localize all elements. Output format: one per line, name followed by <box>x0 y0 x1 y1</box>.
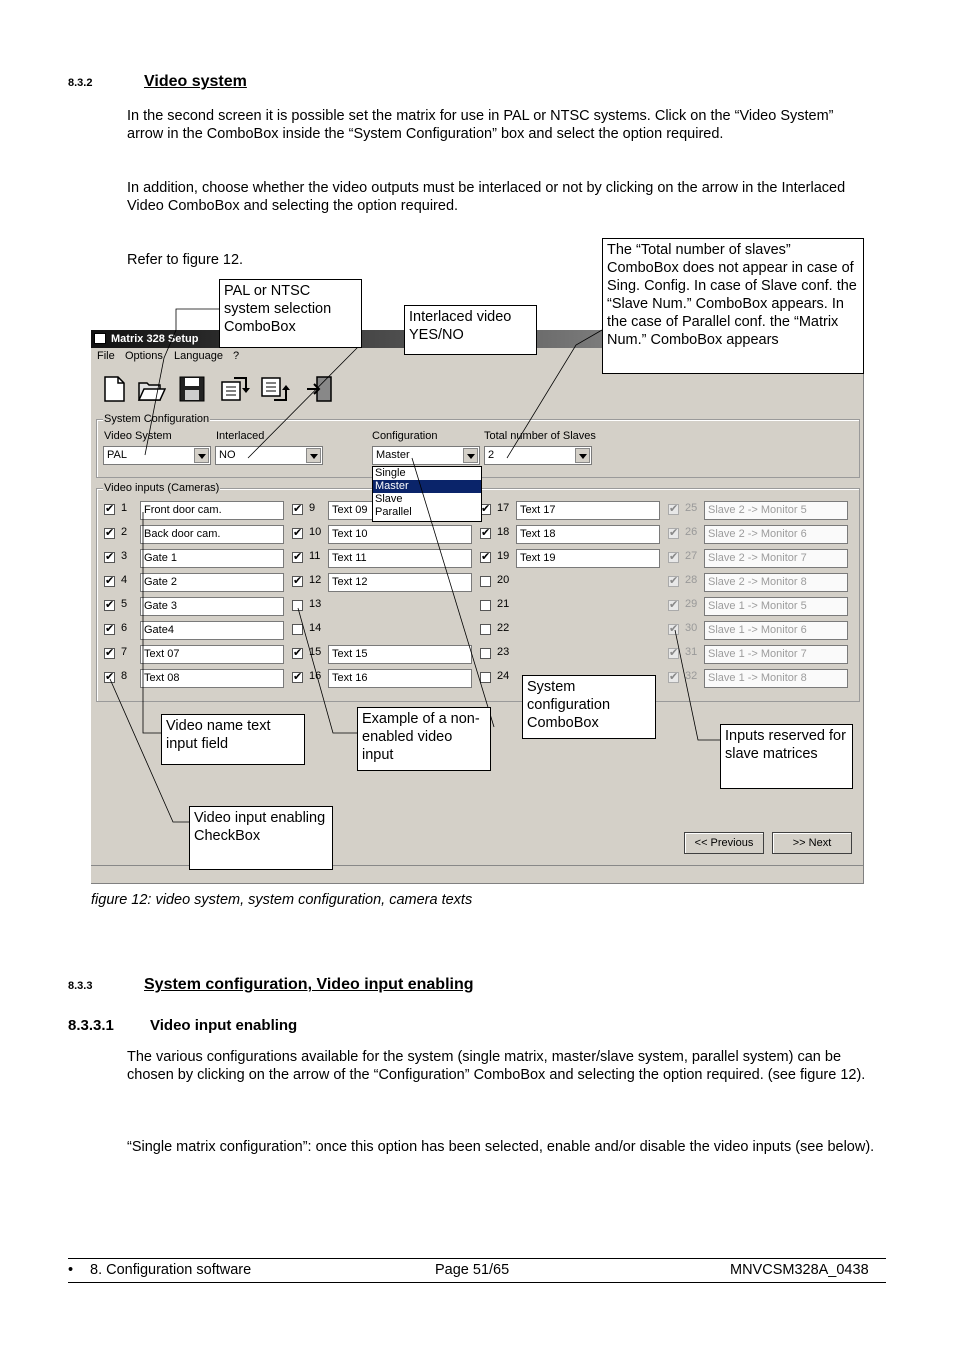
video-input-number: 2 <box>121 526 128 538</box>
footer-doc-code: MNVCSM328A_0438 <box>730 1262 869 1278</box>
video-input-number: 23 <box>497 646 510 658</box>
section-number: 8.3.3.1 <box>68 1017 114 1034</box>
video-name-input: Slave 1 -> Monitor 5 <box>704 597 848 616</box>
video-input-number: 1 <box>121 502 128 514</box>
footer-rule-bottom <box>68 1282 886 1283</box>
figure-caption: figure 12: video system, system configuration, camera texts <box>91 892 473 908</box>
callout-enabling: Video input enabling CheckBox <box>189 806 333 870</box>
video-input-number: 7 <box>121 646 128 658</box>
section-number: 8.3.2 <box>68 77 93 89</box>
video-name-input[interactable]: Text 07 <box>140 645 284 664</box>
video-name-input: Slave 2 -> Monitor 6 <box>704 525 848 544</box>
video-input-number: 5 <box>121 598 128 610</box>
video-name-input[interactable]: Back door cam. <box>140 525 284 544</box>
section-heading-8331 <box>68 1017 297 1034</box>
video-name-input: Slave 1 -> Monitor 6 <box>704 621 848 640</box>
video-input-number: 30 <box>685 622 698 634</box>
video-name-input[interactable]: Text 15 <box>328 645 472 664</box>
video-input-number: 25 <box>685 502 698 514</box>
video-input-number: 18 <box>497 526 510 538</box>
video-input-number: 13 <box>309 598 322 610</box>
video-input-number: 14 <box>309 622 322 634</box>
configuration-option[interactable]: Single <box>375 467 406 479</box>
footer-page-number: Page 51/65 <box>435 1262 510 1278</box>
callout-example: Example of a non-enabled video input <box>357 707 491 771</box>
video-name-input[interactable]: Front door cam. <box>140 501 284 520</box>
video-name-input: Slave 1 -> Monitor 7 <box>704 645 848 664</box>
video-input-number: 10 <box>309 526 322 538</box>
video-input-number: 24 <box>497 670 510 682</box>
video-name-input: Slave 2 -> Monitor 5 <box>704 501 848 520</box>
video-input-number: 26 <box>685 526 698 538</box>
leader-example <box>298 608 357 733</box>
system-configuration-label: System Configuration <box>104 413 210 425</box>
video-name-input[interactable]: Text 16 <box>328 669 472 688</box>
video-input-number: 17 <box>497 502 510 514</box>
video-name-input[interactable]: Text 09 <box>328 501 472 520</box>
video-name-input[interactable]: Text 10 <box>328 525 472 544</box>
footer-chapter: 8. Configuration software <box>90 1262 252 1278</box>
paragraph-refer: Refer to figure 12. <box>127 252 244 268</box>
leader-video-name <box>143 512 161 733</box>
video-name-input[interactable]: Text 08 <box>140 669 284 688</box>
video-input-number: 15 <box>309 646 322 658</box>
paragraph-video-system: In the second screen it is possible set the matrix for use in PAL or NTSC systems. Click on the “Video System” arrow in the ComboBox inside the “System Configuration” box and select the option required. <box>127 108 834 142</box>
configuration-option-selected[interactable]: Master <box>373 480 481 493</box>
video-name-input[interactable]: Gate 3 <box>140 597 284 616</box>
menu-language[interactable]: Language <box>174 350 223 362</box>
window-title: Matrix 328 Setup <box>111 333 199 345</box>
video-input-number: 22 <box>497 622 510 634</box>
next-button[interactable]: >> Next <box>772 832 852 854</box>
menu-file[interactable]: File <box>97 350 115 362</box>
video-input-number: 32 <box>685 670 698 682</box>
video-name-input[interactable]: Text 17 <box>516 501 660 520</box>
video-input-number: 27 <box>685 550 698 562</box>
video-input-number: 20 <box>497 574 510 586</box>
video-input-number: 6 <box>121 622 128 634</box>
video-input-number: 11 <box>309 550 321 562</box>
video-name-input[interactable]: Gate 2 <box>140 573 284 592</box>
video-name-input[interactable]: Text 19 <box>516 549 660 568</box>
video-inputs-label: Video inputs (Cameras) <box>104 482 220 494</box>
video-name-input[interactable]: Text 11 <box>328 549 472 568</box>
callout-slaves: The “Total number of slaves” ComboBox does not appear in case of Sing. Config. In case of Slave conf. the “Slave Num.” ComboBox appears. In the case of Parallel conf. the “Matrix Num.” ComboBox appears <box>602 238 864 374</box>
video-name-input[interactable]: Text 18 <box>516 525 660 544</box>
video-input-number: 16 <box>309 670 322 682</box>
video-name-input[interactable]: Gate 1 <box>140 549 284 568</box>
section-title: Video system <box>144 73 247 90</box>
video-input-number: 29 <box>685 598 698 610</box>
video-input-number: 4 <box>121 574 128 586</box>
leader-reserved <box>675 630 720 740</box>
interlaced-value: NO <box>219 449 236 461</box>
leader-sysconf <box>412 458 494 727</box>
configuration-option[interactable]: Slave <box>375 493 403 505</box>
video-input-number: 8 <box>121 670 128 682</box>
video-input-number: 31 <box>685 646 698 658</box>
menu-options[interactable]: Options <box>125 350 163 362</box>
video-name-input: Slave 2 -> Monitor 8 <box>704 573 848 592</box>
previous-button[interactable]: << Previous <box>684 832 764 854</box>
footer-rule-top <box>68 1258 886 1259</box>
video-input-number: 21 <box>497 598 510 610</box>
section-title: Video input enabling <box>150 1017 298 1034</box>
menu-help[interactable]: ? <box>233 350 240 362</box>
video-input-number: 9 <box>309 502 316 514</box>
video-input-number: 28 <box>685 574 698 586</box>
video-system-label: Video System <box>104 430 172 442</box>
video-name-input: Slave 1 -> Monitor 8 <box>704 669 848 688</box>
video-name-input[interactable]: Gate4 <box>140 621 284 640</box>
slaves-value: 2 <box>488 449 495 461</box>
section-heading-833 <box>68 976 474 994</box>
paragraph-single-matrix: “Single matrix configuration”: once this option has been selected, enable and/or disable the video inputs (see below). <box>127 1139 875 1155</box>
video-input-number: 3 <box>121 550 128 562</box>
configuration-option[interactable]: Parallel <box>375 506 412 518</box>
configuration-label: Configuration <box>372 430 438 442</box>
video-input-number: 19 <box>497 550 510 562</box>
callout-reserved: Inputs reserved for slave matrices <box>720 724 853 789</box>
callout-system-configuration: System configuration ComboBox <box>522 675 656 739</box>
video-name-input[interactable]: Text 12 <box>328 573 472 592</box>
section-title: System configuration, Video input enabling <box>144 976 474 993</box>
callout-interlaced: Interlaced video YES/NO <box>404 305 537 355</box>
slaves-label: Total number of Slaves <box>484 430 596 442</box>
leader-pal <box>145 309 220 455</box>
footer-bullet: • <box>68 1262 74 1278</box>
video-system-value: PAL <box>107 449 127 461</box>
configuration-value: Master <box>376 449 410 461</box>
paragraph-interlaced: In addition, choose whether the video outputs must be interlaced or not by clicking on the arrow in the Interlaced Video ComboBox and selecting the option required. <box>127 180 846 214</box>
interlaced-label: Interlaced <box>216 430 265 442</box>
video-input-number: 12 <box>309 574 322 586</box>
callout-pal-ntsc: PAL or NTSC system selection ComboBox <box>219 279 362 348</box>
paragraph-configurations: The various configurations available for the system (single matrix, master/slave system, parallel system) can be chosen by clicking on the arrow of the “Configuration” ComboBox and selecting the option required. (see figure 12). <box>127 1049 866 1083</box>
leader-interlaced <box>248 347 358 458</box>
video-name-input: Slave 2 -> Monitor 7 <box>704 549 848 568</box>
callout-video-name: Video name text input field <box>161 714 305 765</box>
section-number: 8.3.3 <box>68 980 93 992</box>
